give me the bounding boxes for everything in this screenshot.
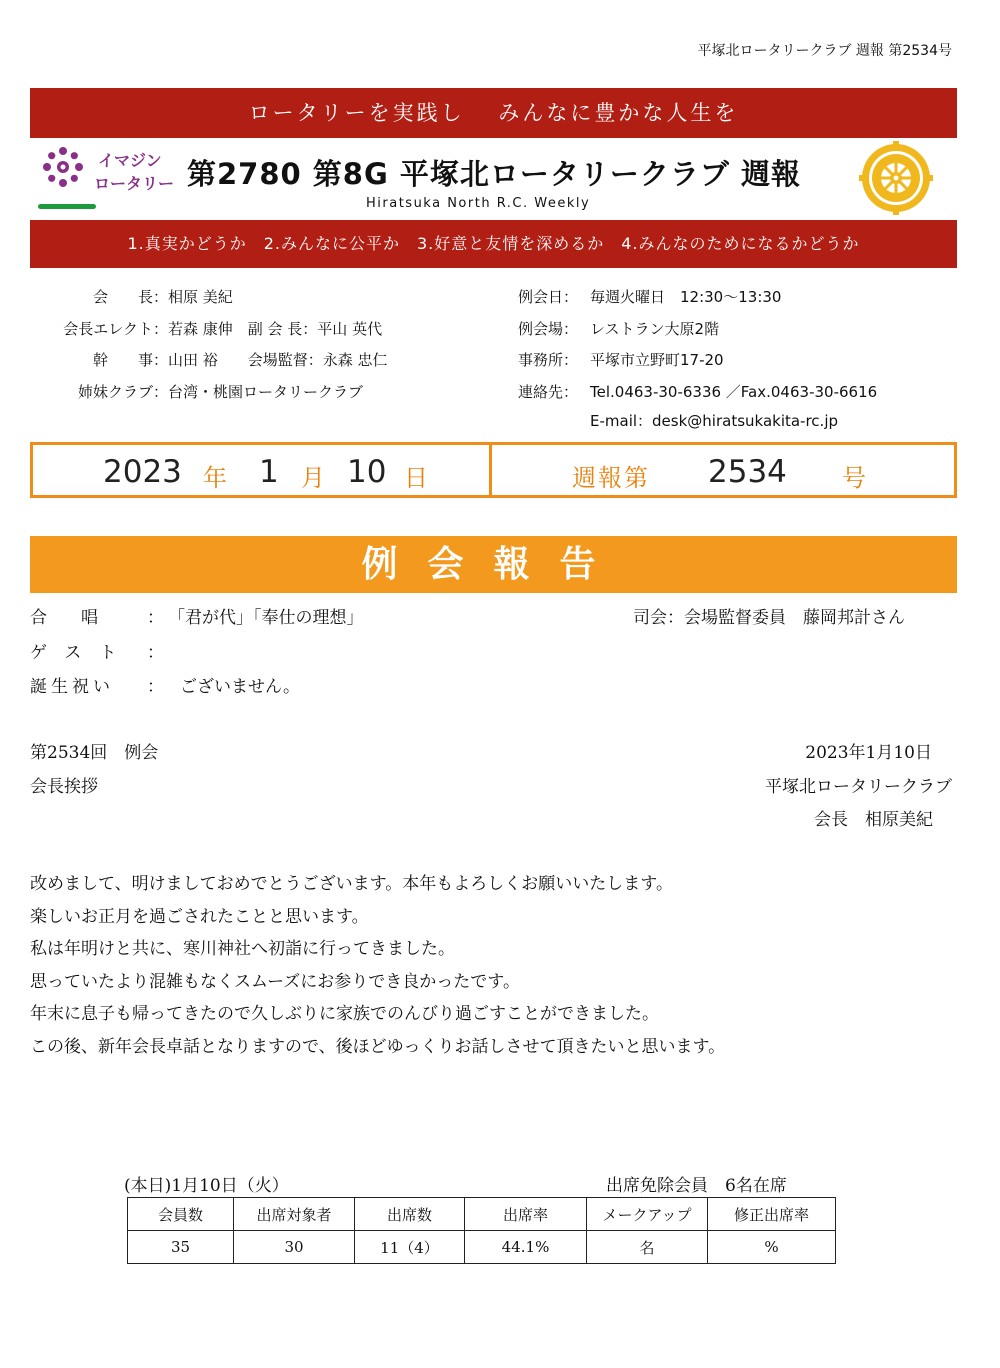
issue-year: 2023 — [103, 454, 182, 490]
logo-text-rotary: ロータリー — [94, 174, 175, 193]
club-name: 平塚北ロータリークラブ — [765, 777, 952, 797]
greeting-title: 会長挨拶 — [30, 777, 98, 797]
year-unit: 年 — [203, 464, 227, 492]
contact-row: E-mail：desk@hiratsukakita-rc.jp — [590, 412, 839, 430]
officer-row: 会長エレクト：若森 康伸 副 会 長：平山 英代 — [63, 319, 383, 338]
birthday-colon: ： — [147, 677, 164, 697]
mc-info: 司会：会場監督委員 藤岡邦計さん — [633, 608, 905, 628]
birthday-value: ございません。 — [180, 677, 301, 697]
table-cell: 11（4） — [355, 1231, 465, 1264]
flower-icon — [42, 146, 84, 188]
anthem-value: 「君が代」「奉仕の理想」 — [168, 608, 364, 628]
meeting-number: 第2534回 例会 — [30, 743, 159, 763]
table-cell: 44.1% — [465, 1231, 587, 1264]
officer-row: 姉妹クラブ：台湾・桃園ロータリークラブ — [77, 382, 364, 401]
birthday-label: 誕生祝い — [30, 677, 114, 697]
contact-row: 例会場： レストラン大原2階 — [518, 319, 720, 338]
paragraph-line: 改めまして、明けましておめでとうございます。本年もよろしくお願いいたします。 — [30, 874, 673, 894]
column-header: 出席対象者 — [234, 1198, 355, 1231]
contact-row: 例会日： 毎週火曜日 12:30〜13:30 — [518, 288, 782, 306]
column-header: 出席数 — [355, 1198, 465, 1231]
anthem-label: 合 唱 — [30, 608, 98, 628]
day-unit: 日 — [404, 464, 428, 492]
issue-label: 週報第 — [572, 464, 650, 492]
guest-colon: ： — [147, 643, 164, 663]
attendance-date: (本日)1月10日（火） — [124, 1176, 289, 1196]
contact-row: 連絡先： Tel.0463-30-6336 ／Fax.0463-30-6616 — [518, 382, 878, 401]
table-cell: 名 — [587, 1231, 708, 1264]
issue-header-label: 平塚北ロータリークラブ 週報 第2534号 — [697, 43, 952, 59]
issue-number: 2534 — [708, 454, 787, 490]
rotary-wheel-icon — [858, 140, 934, 216]
imagine-rotary-logo — [38, 142, 188, 214]
issue-day: 10 — [347, 454, 387, 490]
report-heading: 例会報告 — [30, 536, 957, 593]
month-unit: 月 — [301, 464, 325, 492]
four-way-test-banner: 1.真実かどうか 2.みんなに公平か 3.好意と友情を深めるか 4.みんなのためになるかどうか — [30, 220, 957, 268]
table-cell: 35 — [128, 1231, 234, 1264]
contact-row: 事務所： 平塚市立野町17-20 — [518, 351, 724, 369]
issue-number-box — [492, 442, 957, 498]
table-cell: 30 — [234, 1231, 355, 1264]
paragraph-line: 私は年明けと共に、寒川神社へ初詣に行ってきました。 — [30, 939, 455, 959]
paragraph-line: 思っていたより混雑もなくスムーズにお参りでき良かったです。 — [30, 971, 520, 992]
president-name: 会長 相原美紀 — [814, 810, 933, 830]
column-header: 出席率 — [465, 1198, 587, 1231]
logo-underline — [38, 204, 96, 209]
issue-month: 1 — [259, 454, 279, 490]
slogan-banner: ロータリーを実践し みんなに豊かな人生を — [30, 88, 957, 138]
table-header-row — [128, 1198, 836, 1231]
column-header: メークアップ — [587, 1198, 708, 1231]
table-row — [128, 1231, 836, 1264]
anthem-colon: ： — [147, 608, 164, 628]
officer-row: 幹 事：山田 裕 会場監督：永森 忠仁 — [92, 351, 388, 369]
paragraph-line: 年末に息子も帰ってきたので久しぶりに家族でのんびり過ごすことができました。 — [30, 1004, 659, 1024]
column-header: 修正出席率 — [708, 1198, 836, 1231]
paragraph-line: 楽しいお正月を過ごされたことと思います。 — [30, 906, 369, 927]
greeting-body — [30, 868, 725, 1063]
table-cell: % — [708, 1231, 836, 1264]
club-officers — [50, 286, 388, 412]
officer-row: 会 長：相原 美紀 — [92, 288, 233, 306]
issue-date-box — [30, 442, 492, 498]
page-title: 第2780 第8G 平塚北ロータリークラブ 週報 — [187, 157, 801, 191]
attendance-table — [127, 1197, 836, 1264]
guest-label: ゲスト — [30, 643, 135, 663]
page-subtitle: Hiratsuka North R.C. Weekly — [366, 196, 591, 211]
issue-unit: 号 — [842, 464, 866, 492]
column-header: 会員数 — [128, 1198, 234, 1231]
paragraph-line: この後、新年会長卓話となりますので、後ほどゆっくりお話しさせて頂きたいと思います。 — [30, 1036, 726, 1057]
attendance-exempt: 出席免除会員 6名在席 — [606, 1176, 787, 1196]
club-contact-info — [518, 286, 877, 436]
meeting-date: 2023年1月10日 — [805, 743, 932, 763]
logo-text-imagine: イマジン — [98, 151, 162, 170]
